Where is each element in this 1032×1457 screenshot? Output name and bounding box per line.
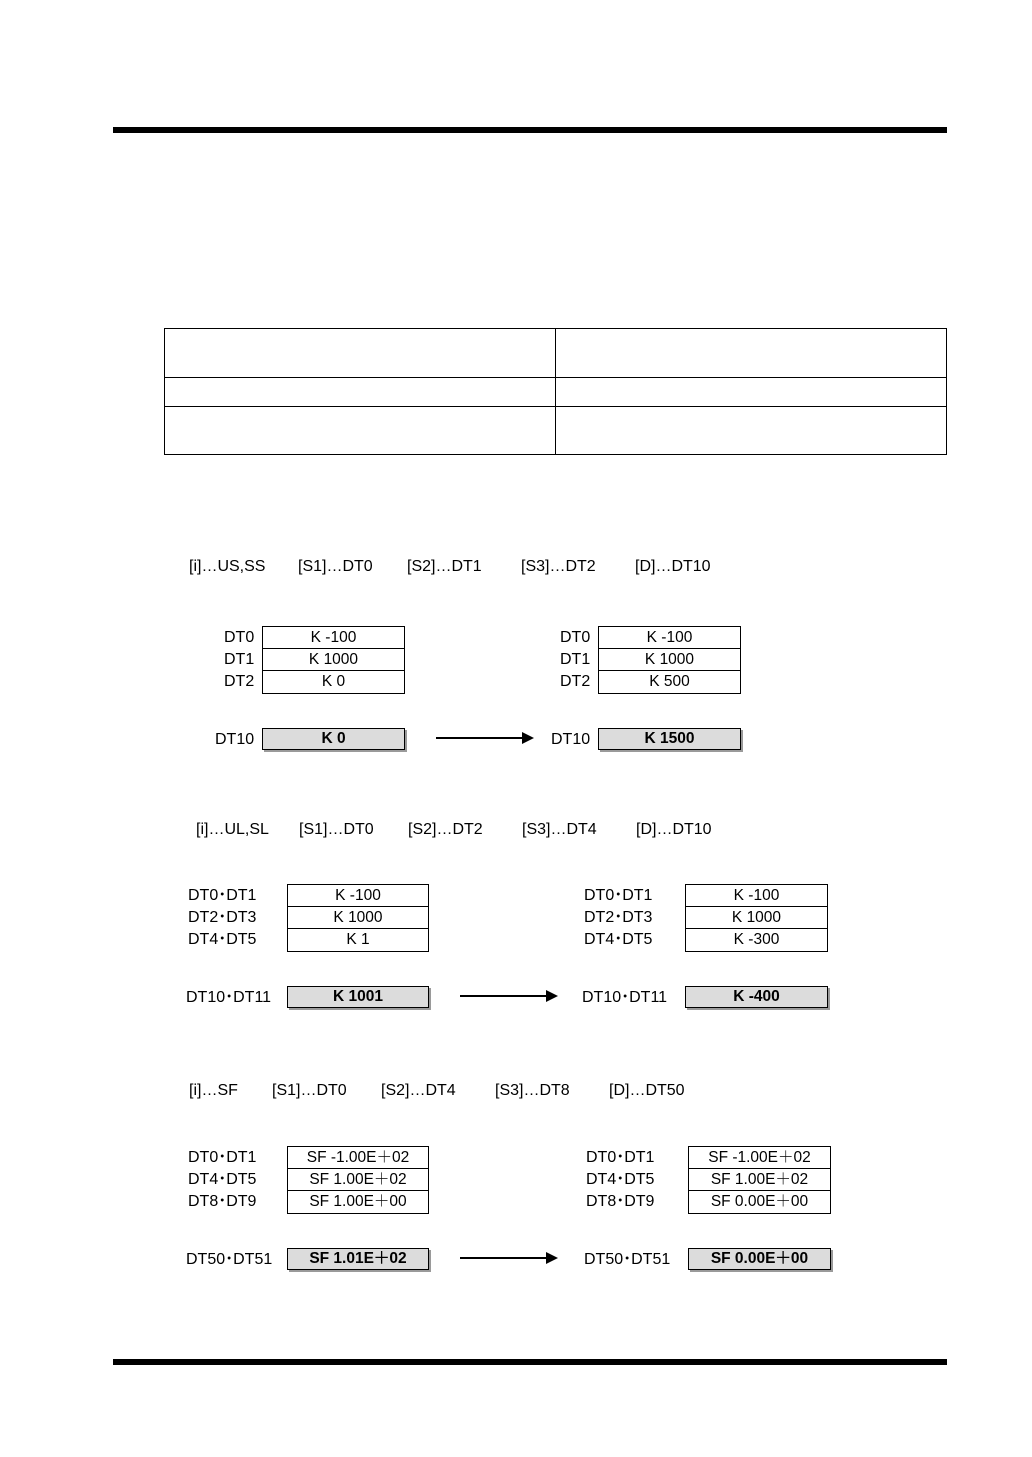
right-arrow-icon — [460, 995, 556, 997]
result-value: K 0 — [262, 728, 405, 750]
register-value: K 0 — [321, 673, 346, 690]
operand-d: [D]…DT10 — [635, 558, 711, 575]
operand-d: [D]…DT50 — [609, 1082, 685, 1099]
register-value: K 500 — [649, 673, 690, 690]
register-values-box — [262, 626, 405, 694]
operand-s3: [S3]…DT2 — [521, 558, 596, 575]
header-rule — [113, 127, 947, 133]
operand-i: [i]…SF — [189, 1082, 238, 1099]
result-value: K -400 — [685, 986, 828, 1008]
register-values-box — [688, 1146, 831, 1214]
register-label: DT0･DT1 — [188, 1149, 257, 1166]
result-register-label: DT10 — [551, 731, 591, 748]
operand-s2: [S2]…DT4 — [381, 1082, 456, 1099]
operand-i: [i]…UL,SL — [196, 821, 269, 838]
right-arrow-icon — [436, 737, 532, 739]
register-value: K 1 — [346, 931, 370, 948]
result-value: SF 0.00E＋00 — [688, 1248, 831, 1270]
result-register-label: DT10･DT11 — [186, 989, 272, 1006]
register-label: DT2 — [560, 673, 591, 690]
result-value: K 1500 — [598, 728, 741, 750]
register-label: DT0 — [560, 629, 591, 646]
register-value: K 1000 — [263, 649, 404, 671]
register-label: DT0･DT1 — [188, 887, 257, 904]
register-label: DT1 — [224, 651, 255, 668]
table-cell — [556, 407, 947, 455]
register-value: K -100 — [288, 885, 428, 907]
register-label: DT1 — [560, 651, 591, 668]
register-values-box — [598, 626, 741, 694]
result-value: SF 1.01E＋02 — [287, 1248, 429, 1270]
register-values-box — [287, 884, 429, 952]
register-label: DT0･DT1 — [586, 1149, 655, 1166]
register-value: SF -1.00E＋02 — [689, 1147, 830, 1169]
register-value: K -100 — [599, 627, 740, 649]
register-label: DT2･DT3 — [188, 909, 257, 926]
table-cell — [556, 378, 947, 407]
result-value: K 1001 — [287, 986, 429, 1008]
register-label: DT2 — [224, 673, 255, 690]
register-label: DT0 — [224, 629, 255, 646]
register-value: K -100 — [686, 885, 827, 907]
operand-i: [i]…US,SS — [189, 558, 266, 575]
register-value: K -300 — [733, 931, 780, 948]
register-label: DT2･DT3 — [584, 909, 653, 926]
operand-s1: [S1]…DT0 — [298, 558, 373, 575]
operand-s3: [S3]…DT4 — [522, 821, 597, 838]
result-register-label: DT50･DT51 — [186, 1251, 273, 1268]
table-cell — [556, 329, 947, 378]
register-value: K 1000 — [599, 649, 740, 671]
operand-s1: [S1]…DT0 — [272, 1082, 347, 1099]
register-value: SF 0.00E＋00 — [710, 1193, 809, 1210]
operand-s3: [S3]…DT8 — [495, 1082, 570, 1099]
register-value: K 1000 — [686, 907, 827, 929]
operand-s2: [S2]…DT1 — [407, 558, 482, 575]
register-value: SF 1.00E＋02 — [689, 1169, 830, 1191]
register-label: DT8･DT9 — [188, 1193, 257, 1210]
register-values-box — [287, 1146, 429, 1214]
register-label: DT4･DT5 — [584, 931, 653, 948]
register-label: DT8･DT9 — [586, 1193, 655, 1210]
register-value: SF 1.00E＋00 — [309, 1193, 407, 1210]
right-arrow-icon — [460, 1257, 556, 1259]
register-value: SF 1.00E＋02 — [288, 1169, 428, 1191]
register-value: K 1000 — [288, 907, 428, 929]
info-table — [164, 328, 947, 455]
footer-rule — [113, 1359, 947, 1365]
result-register-label: DT10 — [215, 731, 255, 748]
register-label: DT4･DT5 — [188, 1171, 257, 1188]
register-label: DT4･DT5 — [188, 931, 257, 948]
register-value: SF -1.00E＋02 — [288, 1147, 428, 1169]
table-cell — [165, 407, 556, 455]
table-cell — [165, 329, 556, 378]
register-label: DT0･DT1 — [584, 887, 653, 904]
register-values-box — [685, 884, 828, 952]
result-register-label: DT50･DT51 — [584, 1251, 671, 1268]
table-row — [165, 407, 947, 455]
register-value: K -100 — [263, 627, 404, 649]
operand-s2: [S2]…DT2 — [408, 821, 483, 838]
table-row — [165, 329, 947, 378]
operand-s1: [S1]…DT0 — [299, 821, 374, 838]
register-label: DT4･DT5 — [586, 1171, 655, 1188]
result-register-label: DT10･DT11 — [582, 989, 668, 1006]
operand-d: [D]…DT10 — [636, 821, 712, 838]
table-row — [165, 378, 947, 407]
table-cell — [165, 378, 556, 407]
